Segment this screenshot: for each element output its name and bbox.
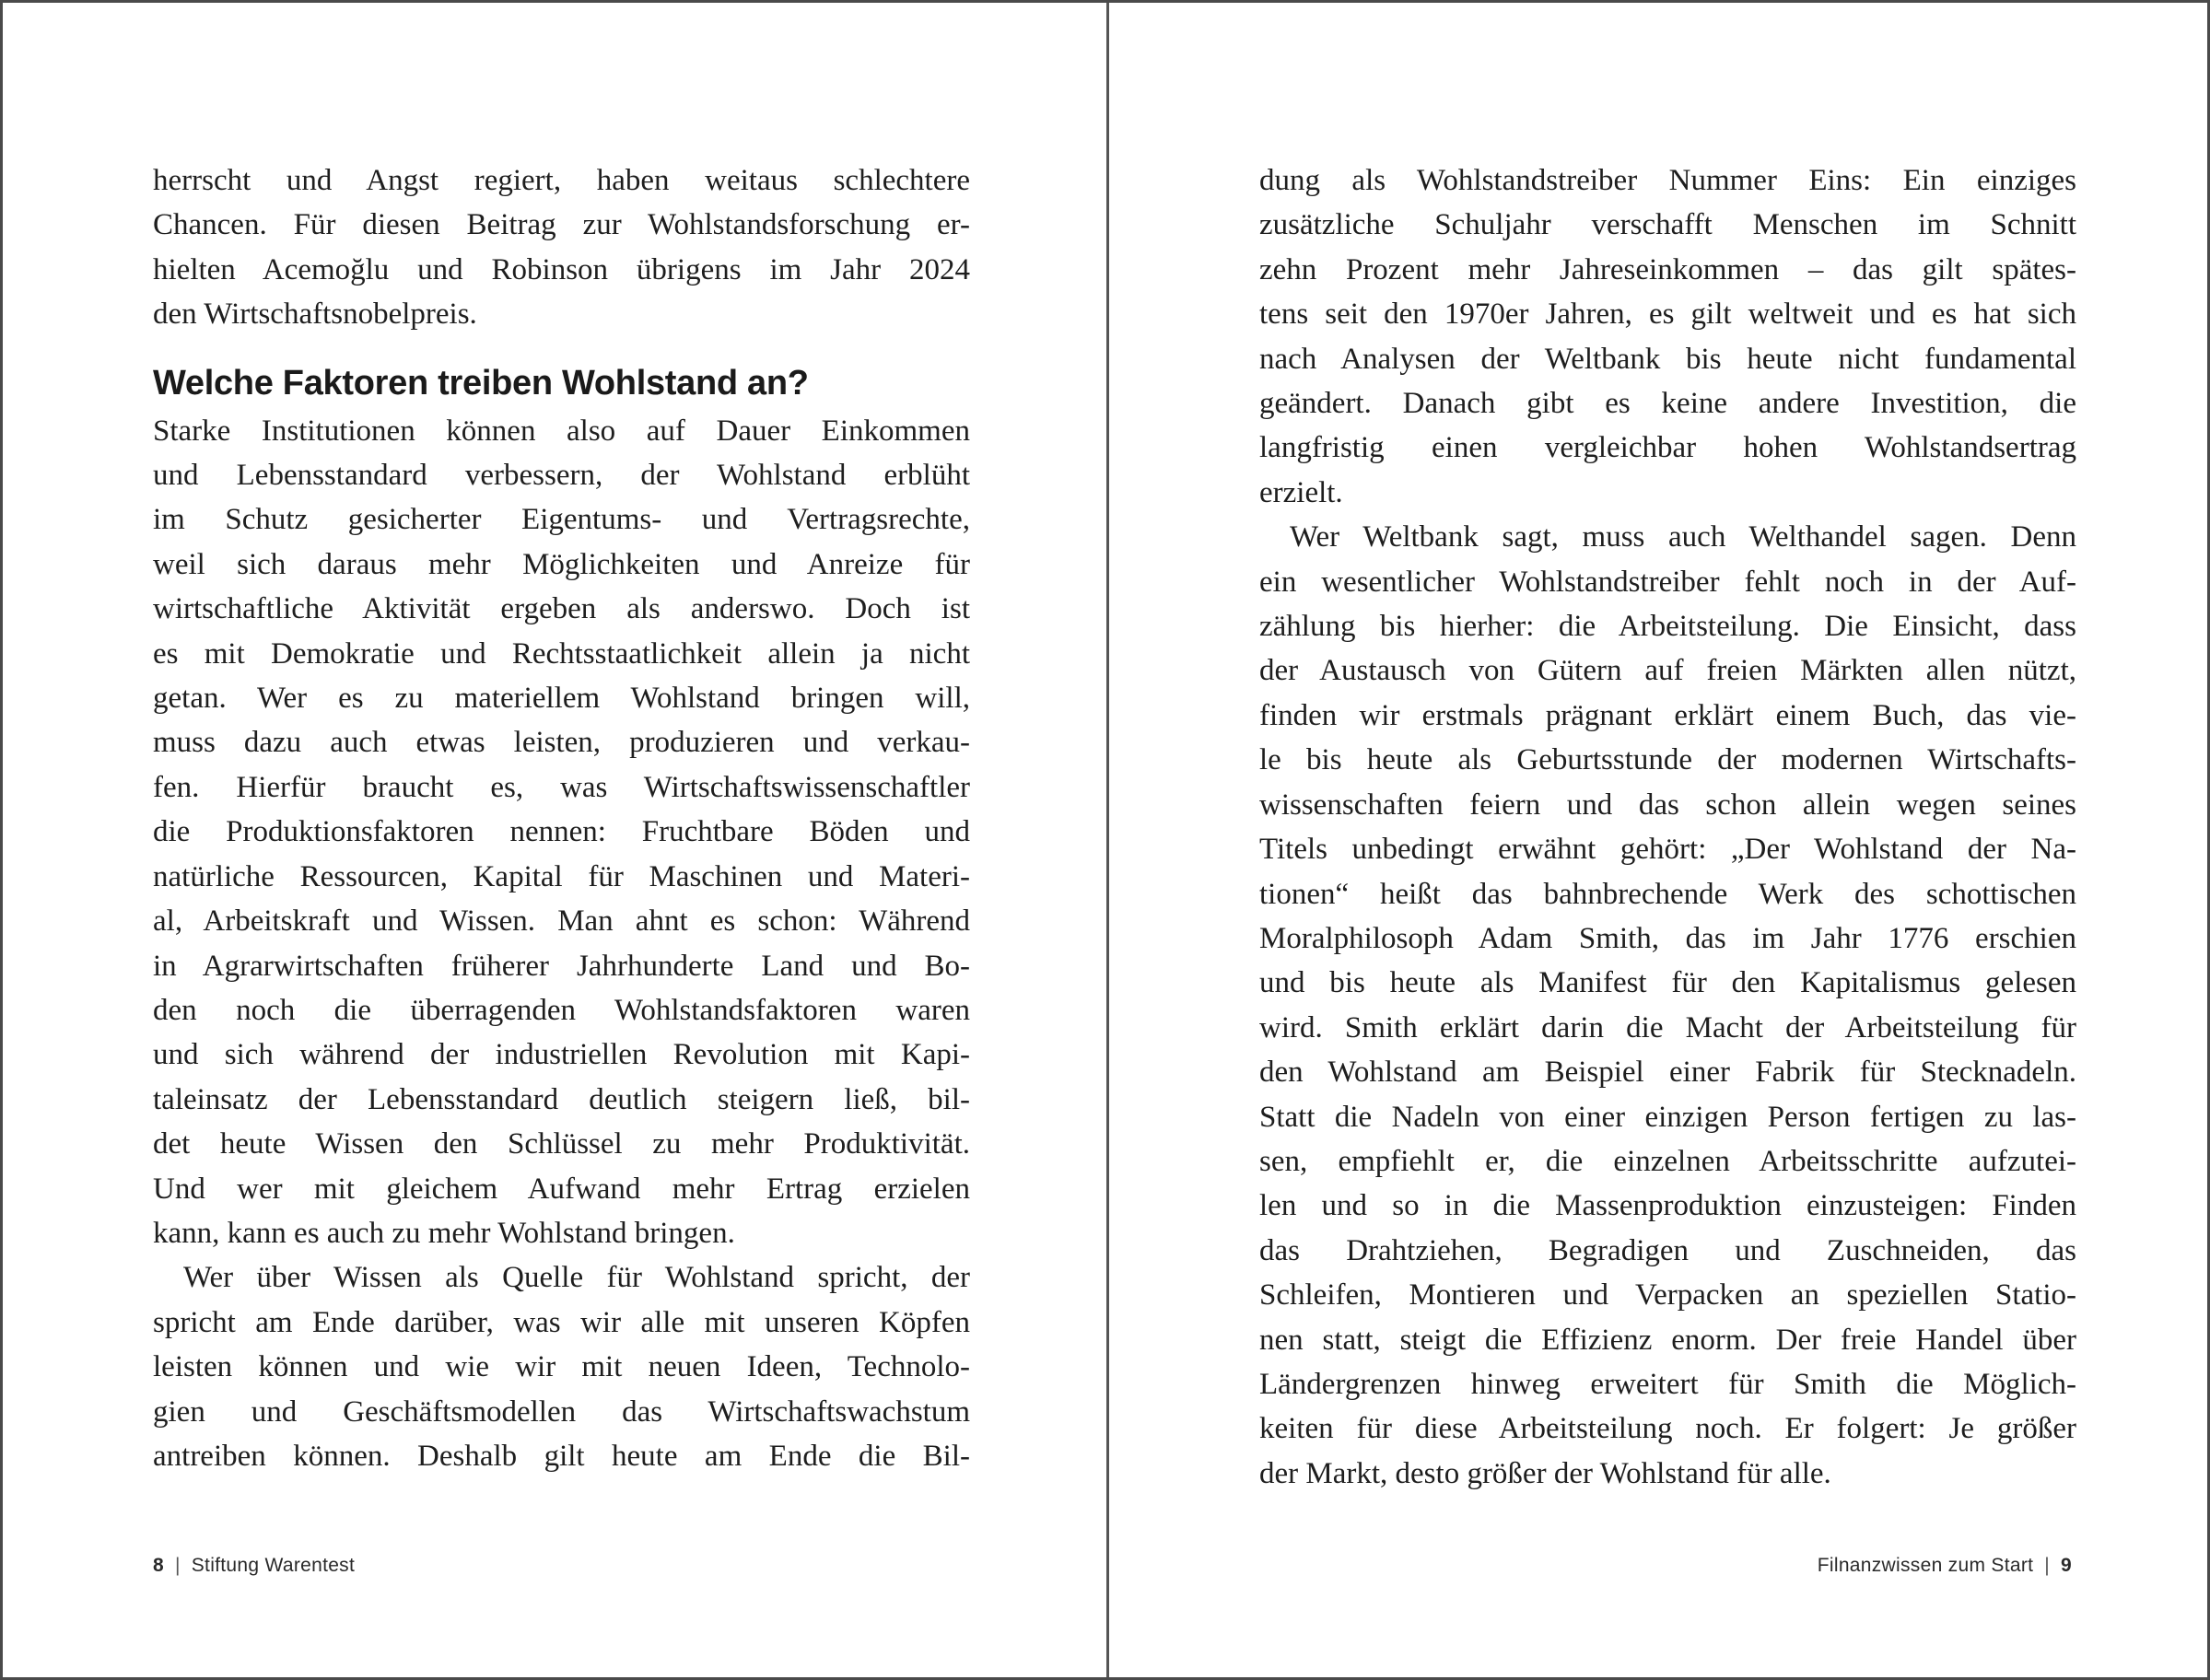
text-line: geändert. Danach gibt es keine andere Investition, die xyxy=(1259,387,2076,421)
text-line: Wer Weltbank sagt, muss auch Welthandel sagen. Denn xyxy=(1290,520,2076,554)
text-line: Wer über Wissen als Quelle für Wohlstand spricht, der xyxy=(183,1261,970,1295)
right-page xyxy=(1109,3,2210,1677)
text-line: hielten Acemoğlu und Robinson übrigens im Jahr 2024 xyxy=(153,252,970,286)
left-page xyxy=(3,3,1106,1677)
text-line: zusätzliche Schuljahr verschafft Menschen im Schnitt xyxy=(1259,208,2076,242)
text-line: herrscht und Angst regiert, haben weitaus schlechtere xyxy=(153,164,970,197)
running-title: Filnanzwissen zum Start xyxy=(1817,1555,2034,1576)
text-line: den noch die überragenden Wohlstandsfaktoren waren xyxy=(153,993,970,1027)
section-heading: Welche Faktoren treiben Wohlstand an? xyxy=(153,363,809,402)
text-line: der Markt, desto größer der Wohlstand für alle. xyxy=(1259,1456,1831,1490)
text-line: es mit Demokratie und Rechtsstaatlichkeit allein ja nicht xyxy=(153,636,970,671)
text-line: leisten können und wie wir mit neuen Ideen, Technolo- xyxy=(153,1350,970,1384)
text-line: tens seit den 1970er Jahren, es gilt weltweit und es hat sich xyxy=(1259,298,2076,332)
text-line: wird. Smith erklärt darin die Macht der Arbeitsteilung für xyxy=(1259,1010,2076,1044)
text-line: fen. Hierfür braucht es, was Wirtschaftswissenschaftler xyxy=(153,770,970,804)
paragraph-division-of-labour xyxy=(1259,515,2076,1496)
left-page-footer xyxy=(153,1555,355,1577)
text-line: finden wir erstmals prägnant erklärt einem Buch, das vie- xyxy=(1259,698,2076,732)
text-line: getan. Wer es zu materiellem Wohlstand bringen will, xyxy=(153,682,970,716)
text-line: tionen“ heißt das bahnbrechende Werk des schottischen xyxy=(1259,877,2076,911)
text-line: al, Arbeitskraft und Wissen. Man ahnt es schon: Während xyxy=(153,904,970,939)
text-line: det heute Wissen den Schlüssel zu mehr Produktivität. xyxy=(153,1127,970,1161)
text-line: nach Analysen der Weltbank bis heute nicht fundamental xyxy=(1259,342,2076,376)
text-line: ein wesentlicher Wohlstandstreiber fehlt noch in der Auf- xyxy=(1259,565,2076,599)
paragraph-knowledge xyxy=(153,1255,970,1478)
text-line: die Produktionsfaktoren nennen: Fruchtbare Böden und xyxy=(153,815,970,849)
text-line: und sich während der industriellen Revolution mit Kapi- xyxy=(153,1038,970,1072)
text-line: le bis heute als Geburtsstunde der modernen Wirtschafts- xyxy=(1259,743,2076,777)
text-line: gien und Geschäftsmodellen das Wirtschaftswachstum xyxy=(153,1394,970,1429)
text-line: wirtschaftliche Aktivität ergeben als anderswo. Doch ist xyxy=(153,592,970,626)
text-line: Starke Institutionen können also auf Dauer Einkommen xyxy=(153,414,970,448)
text-line: natürliche Ressourcen, Kapital für Maschinen und Materi- xyxy=(153,859,970,893)
paragraph-production-factors xyxy=(153,409,970,1256)
right-page-footer xyxy=(1818,1555,2072,1577)
text-line: nen statt, steigt die Effizienz enorm. Der freie Handel über xyxy=(1259,1323,2076,1357)
text-line: den Wohlstand am Beispiel einer Fabrik für Stecknadeln. xyxy=(1259,1056,2076,1090)
text-line: Und wer mit gleichem Aufwand mehr Ertrag erzielen xyxy=(153,1172,970,1206)
page-number: 9 xyxy=(2061,1555,2072,1576)
text-line: kann, kann es auch zu mehr Wohlstand bringen. xyxy=(153,1216,735,1250)
text-line: der Austausch von Gütern auf freien Märkten allen nützt, xyxy=(1259,654,2076,688)
text-line: Titels unbedingt erwähnt gehört: „Der Wohlstand der Na- xyxy=(1259,833,2076,867)
right-page-body xyxy=(1259,158,2076,1496)
text-line: antreiben können. Deshalb gilt heute am Ende die Bil- xyxy=(153,1439,970,1473)
continuation-paragraph xyxy=(153,158,970,337)
text-line: weil sich daraus mehr Möglichkeiten und Anreize für xyxy=(153,547,970,581)
paragraph-education xyxy=(1259,158,2076,515)
text-line: Chancen. Für diesen Beitrag zur Wohlstandsforschung er- xyxy=(153,208,970,242)
text-line: Schleifen, Montieren und Verpacken an speziellen Statio- xyxy=(1259,1278,2076,1312)
text-line: Ländergrenzen hinweg erweitert für Smith die Möglich- xyxy=(1259,1367,2076,1401)
text-line: zählung bis hierher: die Arbeitsteilung. Die Einsicht, dass xyxy=(1259,610,2076,644)
text-line: das Drahtziehen, Begradigen und Zuschneiden, das xyxy=(1259,1233,2076,1267)
text-line: len und so in die Massenproduktion einzusteigen: Finden xyxy=(1259,1189,2076,1223)
text-line: und Lebensstandard verbessern, der Wohlstand erblüht xyxy=(153,459,970,493)
page-number: 8 xyxy=(153,1555,164,1576)
text-line: taleinsatz der Lebensstandard deutlich steigern ließ, bil- xyxy=(153,1082,970,1116)
footer-separator: | xyxy=(2044,1555,2051,1576)
text-line: zehn Prozent mehr Jahreseinkommen – das gilt spätes- xyxy=(1259,252,2076,286)
text-line: langfristig einen vergleichbar hohen Wohlstandsertrag xyxy=(1259,431,2076,465)
text-line: spricht am Ende darüber, was wir alle mit unseren Köpfen xyxy=(153,1305,970,1339)
footer-separator: | xyxy=(174,1555,181,1576)
text-line: im Schutz gesicherter Eigentums- und Vertragsrechte, xyxy=(153,503,970,537)
text-line: dung als Wohlstandstreiber Nummer Eins: Ein einziges xyxy=(1259,164,2076,197)
text-line: erzielt. xyxy=(1259,475,1343,509)
text-line: wissenschaften feiern und das schon allein wegen seines xyxy=(1259,788,2076,822)
text-line: muss dazu auch etwas leisten, produzieren und verkau- xyxy=(153,726,970,760)
text-line: in Agrarwirtschaften früherer Jahrhunderte Land und Bo- xyxy=(153,949,970,983)
text-line: keiten für diese Arbeitsteilung noch. Er folgert: Je größer xyxy=(1259,1412,2076,1446)
running-title: Stiftung Warentest xyxy=(191,1555,356,1576)
text-line: Moralphilosoph Adam Smith, das im Jahr 1776 erschien xyxy=(1259,921,2076,955)
text-line: sen, empfiehlt er, die einzelnen Arbeitsschritte aufzutei- xyxy=(1259,1144,2076,1178)
text-line: und bis heute als Manifest für den Kapitalismus gelesen xyxy=(1259,966,2076,1000)
text-line: den Wirtschaftsnobelpreis. xyxy=(153,298,477,332)
text-line: Statt die Nadeln von einer einzigen Person fertigen zu las- xyxy=(1259,1100,2076,1134)
left-page-body xyxy=(153,158,970,1478)
